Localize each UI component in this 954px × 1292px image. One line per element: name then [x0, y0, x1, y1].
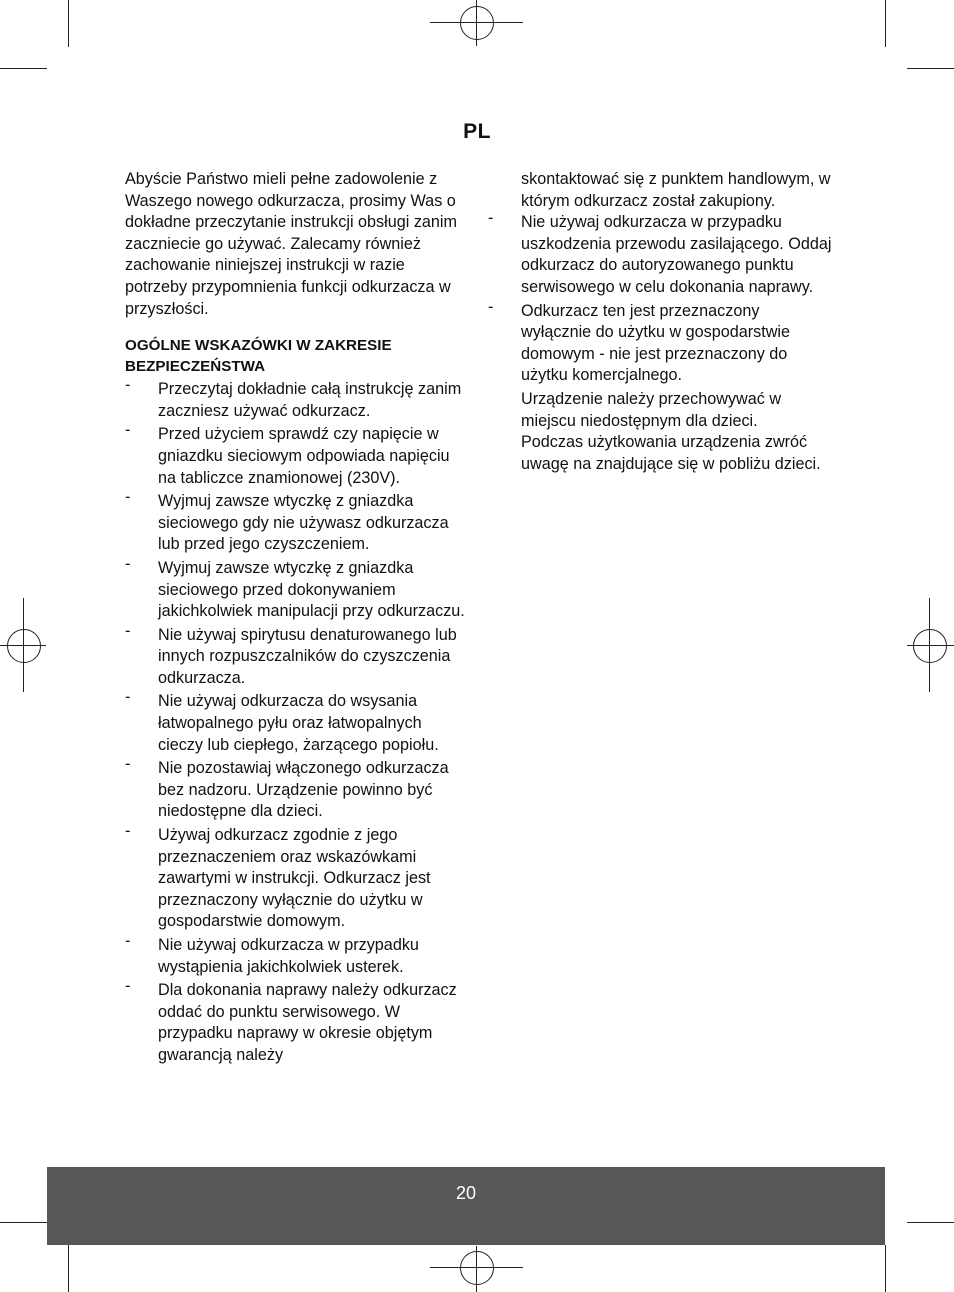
crop-mark	[885, 1245, 886, 1292]
storage-note: Urządzenie należy przechowywać w miejscu niedostępnym dla dzieci.	[521, 389, 782, 430]
registration-crosshair	[476, 0, 477, 46]
bullet-dash: -	[125, 822, 131, 841]
list-item: - Wyjmuj zawsze wtyczkę z gniazdka sieciowego gdy nie używasz odkurzacza lub przed jego czyszczeniem.	[125, 488, 449, 554]
bullet-dash: -	[125, 421, 131, 440]
crop-mark	[907, 68, 954, 69]
crop-mark	[0, 68, 47, 69]
intro-paragraph: Abyście Państwo mieli pełne zadowolenie z Waszego nowego odkurzacza, prosimy Was o dokładne przeczytanie instrukcji obsługi zanim zaczniecie go używać. Zalecamy również zachowanie niniejszej instrukcji w razie potrzeby przypomnienia funkcji odkurzacza w przyszłości.	[125, 170, 458, 318]
bullet-dash: -	[125, 376, 131, 395]
registration-crosshair	[0, 645, 46, 646]
bullet-dash: -	[125, 977, 131, 996]
children-note: Podczas użytkowania urządzenia zwróć uwagę na znajdujące się w pobliżu dzieci.	[521, 433, 821, 473]
list-item: - Przeczytaj dokładnie całą instrukcję zanim zaczniesz używać odkurzacz.	[125, 376, 462, 420]
crop-mark	[68, 0, 69, 47]
registration-crosshair	[907, 645, 954, 646]
list-item: - Przed użyciem sprawdź czy napięcie w gniazdku sieciowym odpowiada napięciu na tabliczce znamionowej (230V).	[125, 421, 450, 487]
bullet-dash: -	[488, 209, 494, 228]
crop-mark	[907, 1222, 954, 1223]
registration-mark-right	[913, 629, 947, 663]
bullet-dash: -	[125, 488, 131, 507]
language-code: PL	[463, 120, 491, 143]
registration-mark-left	[7, 629, 41, 663]
bullet-dash: -	[125, 554, 131, 573]
right-column	[488, 169, 833, 475]
bullet-dash: -	[125, 755, 131, 774]
safety-list-left	[125, 376, 470, 1066]
footer-bar	[47, 1167, 885, 1245]
registration-crosshair	[476, 1246, 477, 1292]
crop-mark	[68, 1245, 69, 1292]
left-column	[125, 169, 470, 1069]
list-item-continuation: skontaktować się z punktem handlowym, w którym odkurzacz został zakupiony.	[521, 170, 831, 210]
list-item: - Nie używaj odkurzacza w przypadku uszkodzenia przewodu zasilającego. Oddaj odkurzacz do autoryzowanego punktu serwisowego w celu dokonania naprawy.	[488, 209, 832, 296]
registration-mark-bottom	[460, 1251, 494, 1285]
list-item: - Dla dokonania naprawy należy odkurzacz oddać do punktu serwisowego. W przypadku naprawy w okresie objętym gwarancją należy	[125, 977, 457, 1064]
list-item: - Odkurzacz ten jest przeznaczony wyłącznie do użytku w gospodarstwie domowym - nie jest przeznaczony do użytku komercjalnego.	[488, 297, 791, 385]
crop-mark	[0, 1222, 47, 1223]
bullet-dash: -	[125, 621, 131, 640]
registration-mark-top	[460, 6, 494, 40]
page-number: 20	[455, 1183, 477, 1203]
list-item: - Nie pozostawiaj włączonego odkurzacza bez nadzoru. Urządzenie powinno być niedostępne dla dzieci.	[125, 755, 449, 821]
list-item: - Wyjmuj zawsze wtyczkę z gniazdka sieciowego przed dokonywaniem jakichkolwiek manipulacji przy odkurzaczu.	[125, 554, 465, 621]
bullet-dash: -	[488, 297, 494, 316]
safety-list-right	[488, 209, 833, 387]
list-item: - Używaj odkurzacz zgodnie z jego przeznaczeniem oraz wskazówkami zawartymi w instrukcji. Odkurzacz jest przeznaczony wyłącznie do użytku w gospodarstwie domowym.	[125, 822, 431, 931]
list-item: - Nie używaj odkurzacza do wsysania łatwopalnego pyłu oraz łatwopalnych cieczy lub ciepłego, żarzącego popiołu.	[125, 688, 439, 754]
list-item: - Nie używaj odkurzacza w przypadku wystąpienia jakichkolwiek usterek.	[125, 932, 419, 976]
bullet-dash: -	[125, 688, 131, 707]
bullet-dash: -	[125, 932, 131, 950]
list-item: - Nie używaj spirytusu denaturowanego lub innych rozpuszczalników do czyszczenia odkurzacza.	[125, 621, 457, 687]
safety-heading: OGÓLNE WSKAZÓWKI W ZAKRESIE BEZPIECZEŃSTWA	[125, 337, 392, 375]
crop-mark	[885, 0, 886, 47]
